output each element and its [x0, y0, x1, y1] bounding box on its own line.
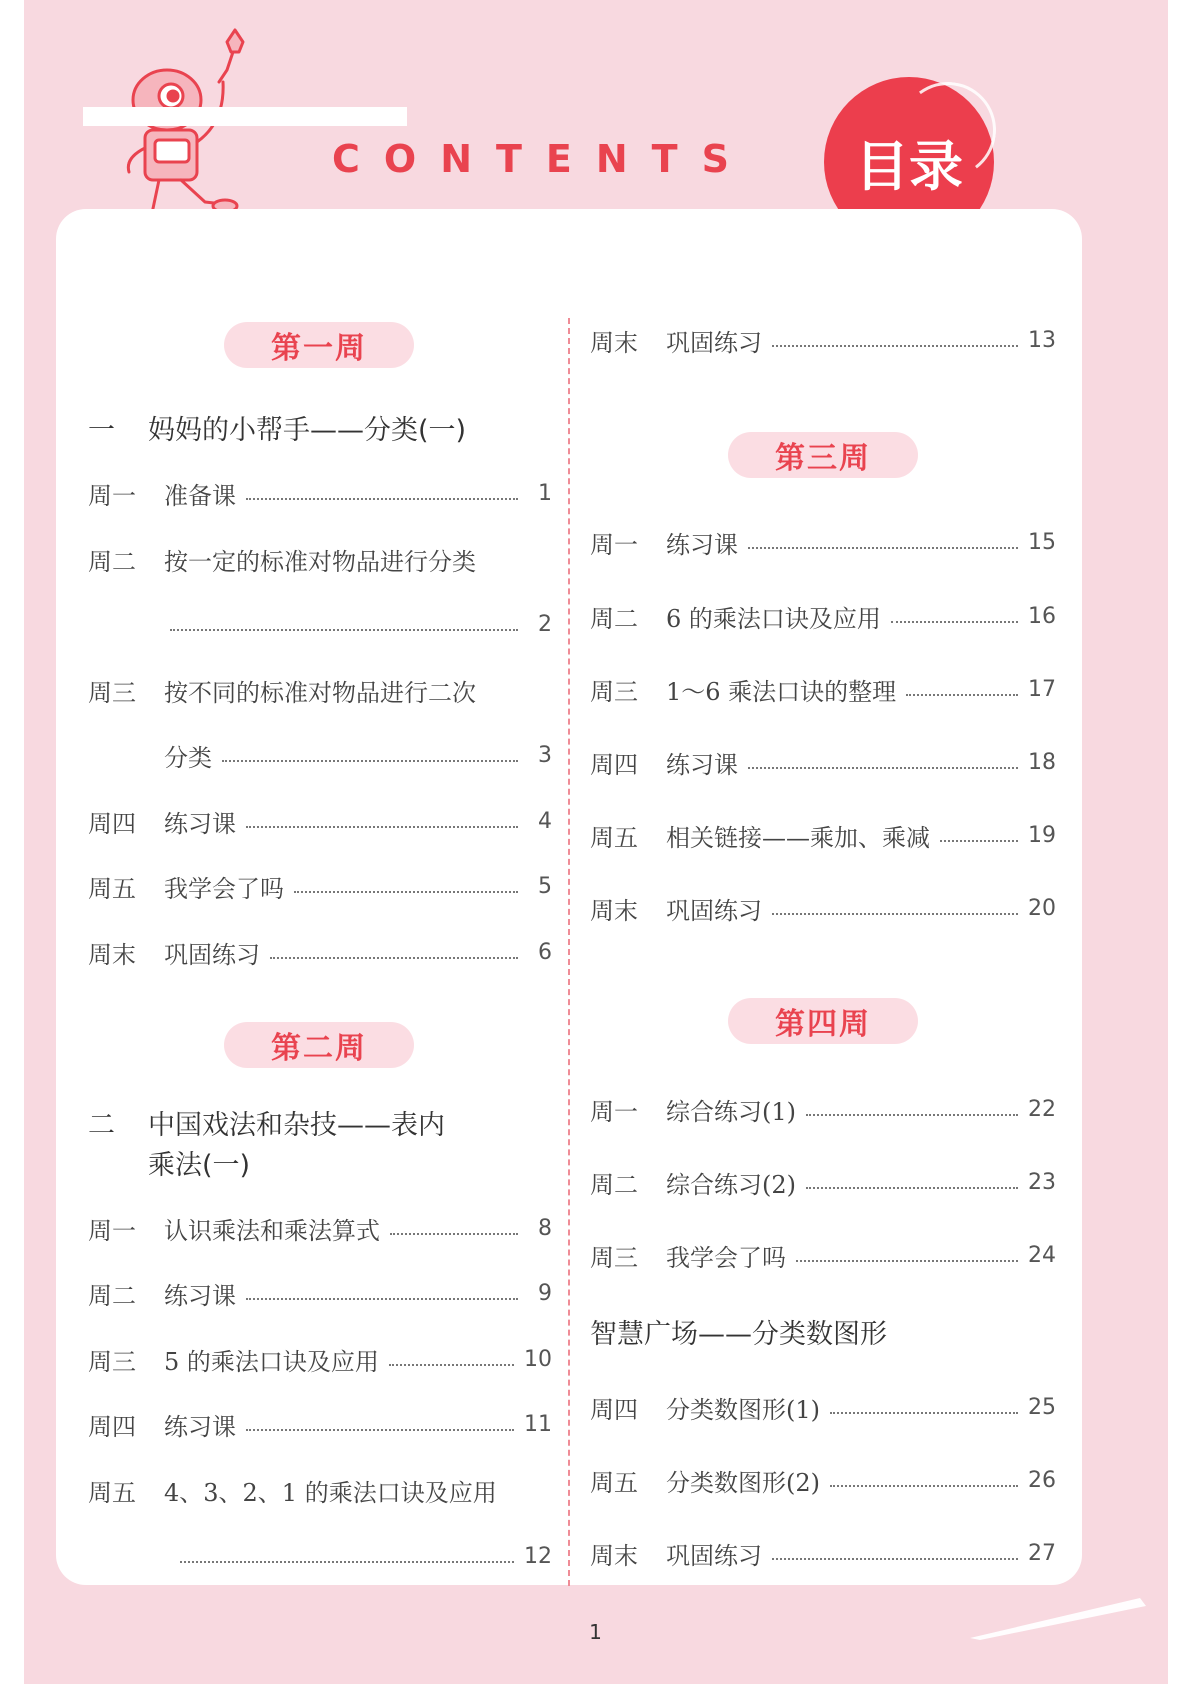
toc-entry[interactable] — [88, 473, 552, 513]
toc-entry[interactable] — [590, 1235, 1056, 1275]
leader-dots — [796, 1260, 1018, 1262]
entry-day: 周五 — [88, 1478, 136, 1507]
toc-entry[interactable] — [590, 1089, 1056, 1129]
entry-day: 周四 — [590, 1395, 638, 1424]
entry-page: 8 — [538, 1215, 552, 1241]
toc-entry[interactable] — [590, 815, 1056, 855]
entry-page: 18 — [1028, 749, 1056, 775]
leader-dots — [246, 1429, 514, 1431]
toc-entry[interactable] — [590, 1533, 1056, 1573]
entry-page: 3 — [538, 742, 552, 768]
entry-title: 我学会了吗 — [164, 874, 284, 903]
toc-entry[interactable] — [88, 1470, 552, 1510]
entry-page: 19 — [1028, 822, 1056, 848]
entry-day: 周一 — [88, 481, 136, 510]
entry-page: 13 — [1028, 327, 1056, 353]
leader-dots — [772, 1558, 1018, 1560]
entry-page: 22 — [1028, 1096, 1056, 1122]
toc-entry[interactable] — [88, 866, 552, 906]
entry-title: 相关链接——乘加、乘减 — [666, 823, 930, 852]
leader-dots — [246, 1298, 518, 1300]
entry-page: 12 — [524, 1543, 552, 1569]
toc-entry[interactable] — [590, 888, 1056, 928]
entry-page: 9 — [538, 1280, 552, 1306]
entry-page: 5 — [538, 873, 552, 899]
entry-day: 周四 — [88, 809, 136, 838]
entry-title-continued: 分类 — [164, 743, 212, 772]
entry-title: 分类数图形(2) — [666, 1468, 820, 1497]
entry-day: 周三 — [88, 678, 136, 707]
entry-day: 周四 — [590, 750, 638, 779]
entry-title: 我学会了吗 — [666, 1243, 786, 1272]
toc-entry[interactable] — [88, 1273, 552, 1313]
entry-day: 周五 — [590, 823, 638, 852]
entry-page: 17 — [1028, 676, 1056, 702]
entry-page: 2 — [538, 611, 552, 637]
toc-entry[interactable] — [88, 1404, 552, 1444]
leader-dots — [772, 913, 1018, 915]
entry-page: 4 — [538, 808, 552, 834]
entry-title: 巩固练习 — [164, 940, 260, 969]
leader-dots — [170, 629, 518, 631]
entry-day: 周一 — [590, 1097, 638, 1126]
entry-title: 综合练习(2) — [666, 1170, 796, 1199]
entry-day: 周二 — [88, 1281, 136, 1310]
toc-entry-continuation[interactable] — [164, 735, 552, 775]
entry-day: 周五 — [88, 874, 136, 903]
toc-entry[interactable] — [590, 596, 1056, 636]
unit-heading-1 — [88, 408, 466, 447]
entry-page: 1 — [538, 480, 552, 506]
toc-entry[interactable] — [590, 1460, 1056, 1500]
week-heading-label: 第一周 — [271, 331, 367, 366]
entry-page: 20 — [1028, 895, 1056, 921]
toc-entry[interactable] — [88, 539, 552, 579]
leader-dots — [270, 957, 518, 959]
entry-title: 分类数图形(1) — [666, 1395, 820, 1424]
leader-dots — [891, 621, 1018, 623]
entry-page: 27 — [1028, 1540, 1056, 1566]
entry-title: 综合练习(1) — [666, 1097, 796, 1126]
leader-dots — [806, 1114, 1018, 1116]
leader-dots — [246, 826, 518, 828]
toc-entry[interactable] — [88, 932, 552, 972]
leader-dots — [390, 1233, 518, 1235]
unit-title-line2: 乘法(一) — [148, 1150, 251, 1181]
entry-title: 练习课 — [666, 750, 738, 779]
leader-dots — [222, 760, 518, 762]
entry-page: 6 — [538, 939, 552, 965]
column-divider — [568, 318, 570, 1586]
entry-title: 练习课 — [164, 1281, 236, 1310]
entry-title: 巩固练习 — [666, 328, 762, 357]
entry-title: 1～6 乘法口诀的整理 — [666, 677, 897, 706]
entry-day: 周末 — [590, 1541, 638, 1570]
entry-page: 25 — [1028, 1394, 1056, 1420]
entry-page: 15 — [1028, 529, 1056, 555]
toc-entry[interactable] — [88, 1339, 552, 1379]
toc-entry-continuation[interactable] — [180, 1536, 552, 1576]
leader-dots — [748, 547, 1018, 549]
entry-day: 周末 — [590, 328, 638, 357]
leader-dots — [830, 1485, 1018, 1487]
leader-dots — [748, 767, 1018, 769]
entry-day: 周二 — [88, 547, 136, 576]
entry-day: 周五 — [590, 1468, 638, 1497]
entry-day: 周二 — [590, 1170, 638, 1199]
page-number: 1 — [589, 1620, 602, 1644]
section-heading: 智慧广场——分类数图形 — [590, 1319, 887, 1350]
entry-title: 巩固练习 — [666, 896, 762, 925]
entry-day: 周一 — [88, 1216, 136, 1245]
entry-title: 准备课 — [164, 481, 236, 510]
leader-dots — [940, 840, 1018, 842]
toc-entry[interactable] — [88, 801, 552, 841]
entry-title: 练习课 — [164, 809, 236, 838]
entry-page: 16 — [1028, 603, 1056, 629]
entry-day: 周四 — [88, 1412, 136, 1441]
entry-day: 周三 — [88, 1347, 136, 1376]
leader-dots — [806, 1187, 1018, 1189]
entry-title: 练习课 — [164, 1412, 236, 1441]
week-heading-label: 第三周 — [775, 441, 871, 476]
toc-entry[interactable] — [590, 320, 1056, 360]
entry-title: 按一定的标准对物品进行分类 — [164, 547, 476, 576]
leader-dots — [906, 694, 1018, 696]
leader-dots — [772, 345, 1018, 347]
toc-entry[interactable] — [590, 669, 1056, 709]
leader-dots — [246, 498, 518, 500]
entry-page: 10 — [524, 1346, 552, 1372]
entry-title: 练习课 — [666, 530, 738, 559]
entry-day: 周末 — [590, 896, 638, 925]
toc-entry[interactable] — [88, 1208, 552, 1248]
toc-entry[interactable] — [590, 522, 1056, 562]
entry-page: 24 — [1028, 1242, 1056, 1268]
week-heading-4 — [728, 998, 918, 1044]
toc-entry[interactable] — [590, 1387, 1056, 1427]
entry-page: 23 — [1028, 1169, 1056, 1195]
leader-dots — [389, 1364, 514, 1366]
entry-page: 26 — [1028, 1467, 1056, 1493]
entry-title: 4、3、2、1 的乘法口诀及应用 — [164, 1478, 497, 1507]
week-heading-label: 第二周 — [271, 1031, 367, 1066]
unit-number: 一 — [88, 415, 115, 446]
entry-page: 11 — [524, 1411, 552, 1437]
leader-dots — [294, 891, 518, 893]
entry-day: 周三 — [590, 677, 638, 706]
entry-title: 6 的乘法口诀及应用 — [666, 604, 881, 633]
contents-heading: CONTENTS — [332, 137, 753, 181]
entry-title: 5 的乘法口诀及应用 — [164, 1347, 379, 1376]
unit-title-line1: 中国戏法和杂技——表内 — [148, 1110, 445, 1141]
unit-number: 二 — [88, 1110, 115, 1141]
leader-dots — [830, 1412, 1018, 1414]
week-heading-1 — [224, 322, 414, 368]
toc-entry[interactable] — [590, 1162, 1056, 1202]
leader-dots — [180, 1561, 514, 1563]
unit-title: 妈妈的小帮手——分类(一) — [148, 415, 467, 446]
toc-entry-continuation[interactable] — [170, 604, 552, 644]
toc-entry[interactable] — [590, 742, 1056, 782]
entry-day: 周三 — [590, 1243, 638, 1272]
entry-day: 周二 — [590, 604, 638, 633]
catalog-badge-label: 目录 — [855, 134, 963, 198]
week-heading-3 — [728, 432, 918, 478]
entry-day: 周末 — [88, 940, 136, 969]
entry-title: 认识乘法和乘法算式 — [164, 1216, 380, 1245]
week-heading-label: 第四周 — [775, 1007, 871, 1042]
unit-heading-2 — [88, 1106, 445, 1186]
entry-title: 按不同的标准对物品进行二次 — [164, 678, 476, 707]
week-heading-2 — [224, 1022, 414, 1068]
toc-entry[interactable] — [88, 670, 552, 710]
blank-label-strip — [83, 107, 407, 126]
entry-title: 巩固练习 — [666, 1541, 762, 1570]
entry-day: 周一 — [590, 530, 638, 559]
